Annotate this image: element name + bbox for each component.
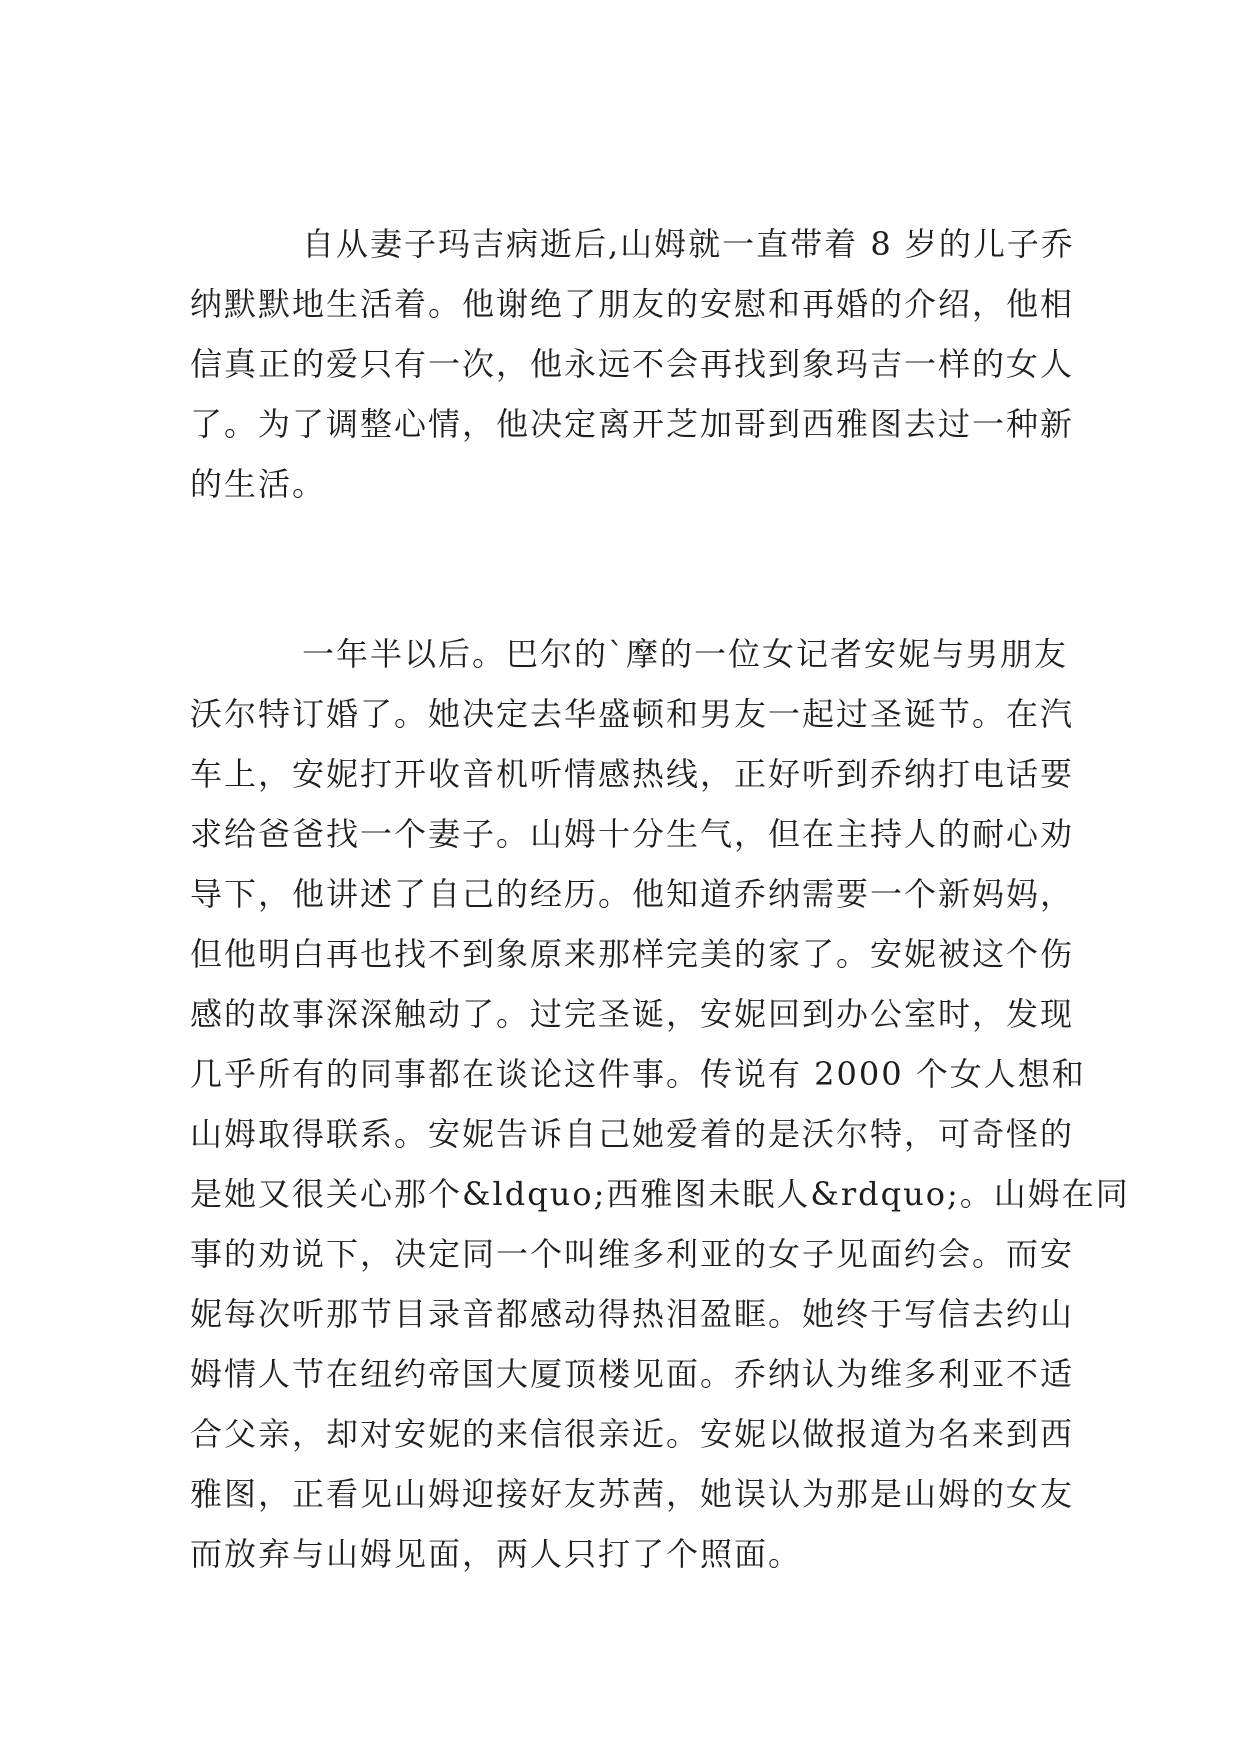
paragraph-2-line-14: 合父亲，却对安妮的来信很亲近。安妮以做报道为名来到西 bbox=[190, 1415, 1075, 1453]
paragraph-1 bbox=[190, 214, 1075, 514]
paragraph-1-line-4: 了。为了调整心情，他决定离开芝加哥到西雅图去过一种新 bbox=[190, 405, 1075, 443]
paragraph-1-line-2: 纳默默地生活着。他谢绝了朋友的安慰和再婚的介绍，他相 bbox=[190, 285, 1075, 323]
paragraph-1-line-5: 的生活。 bbox=[190, 465, 327, 503]
paragraph-2-line-15: 雅图，正看见山姆迎接好友苏茜，她误认为那是山姆的女友 bbox=[190, 1475, 1075, 1513]
paragraph-2-line-4: 求给爸爸找一个妻子。山姆十分生气，但在主持人的耐心劝 bbox=[190, 815, 1075, 853]
paragraph-1-line-3: 信真正的爱只有一次，他永远不会再找到象玛吉一样的女人 bbox=[190, 345, 1075, 383]
paragraph-2-line-2: 沃尔特订婚了。她决定去华盛顿和男友一起过圣诞节。在汽 bbox=[190, 695, 1075, 733]
paragraph-2 bbox=[190, 624, 1130, 1584]
paragraph-2-line-3: 车上，安妮打开收音机听情感热线，正好听到乔纳打电话要 bbox=[190, 755, 1075, 793]
paragraph-2-line-10: 是她又很关心那个&ldquo;西雅图未眠人&rdquo;。山姆在同 bbox=[190, 1175, 1130, 1213]
paragraph-2-line-6: 但他明白再也找不到象原来那样完美的家了。安妮被这个伤 bbox=[190, 935, 1075, 973]
paragraph-1-line-1: 自从妻子玛吉病逝后,山姆就一直带着 8 岁的儿子乔 bbox=[302, 225, 1075, 263]
paragraph-2-line-12: 妮每次听那节目录音都感动得热泪盈眶。她终于写信去约山 bbox=[190, 1295, 1075, 1333]
paragraph-2-line-9: 山姆取得联系。安妮告诉自己她爱着的是沃尔特，可奇怪的 bbox=[190, 1115, 1075, 1153]
paragraph-2-line-8: 几乎所有的同事都在谈论这件事。传说有 2000 个女人想和 bbox=[190, 1055, 1086, 1093]
paragraph-2-line-16: 而放弃与山姆见面，两人只打了个照面。 bbox=[190, 1535, 803, 1573]
paragraph-2-line-11: 事的劝说下，决定同一个叫维多利亚的女子见面约会。而安 bbox=[190, 1235, 1075, 1273]
paragraph-2-line-13: 姆情人节在纽约帝国大厦顶楼见面。乔纳认为维多利亚不适 bbox=[190, 1355, 1075, 1393]
paragraph-2-line-7: 感的故事深深触动了。过完圣诞，安妮回到办公室时，发现 bbox=[190, 995, 1075, 1033]
paragraph-2-line-5: 导下，他讲述了自己的经历。他知道乔纳需要一个新妈妈， bbox=[190, 875, 1075, 913]
paragraph-2-line-1: 一年半以后。巴尔的`摩的一位女记者安妮与男朋友 bbox=[302, 635, 1069, 673]
